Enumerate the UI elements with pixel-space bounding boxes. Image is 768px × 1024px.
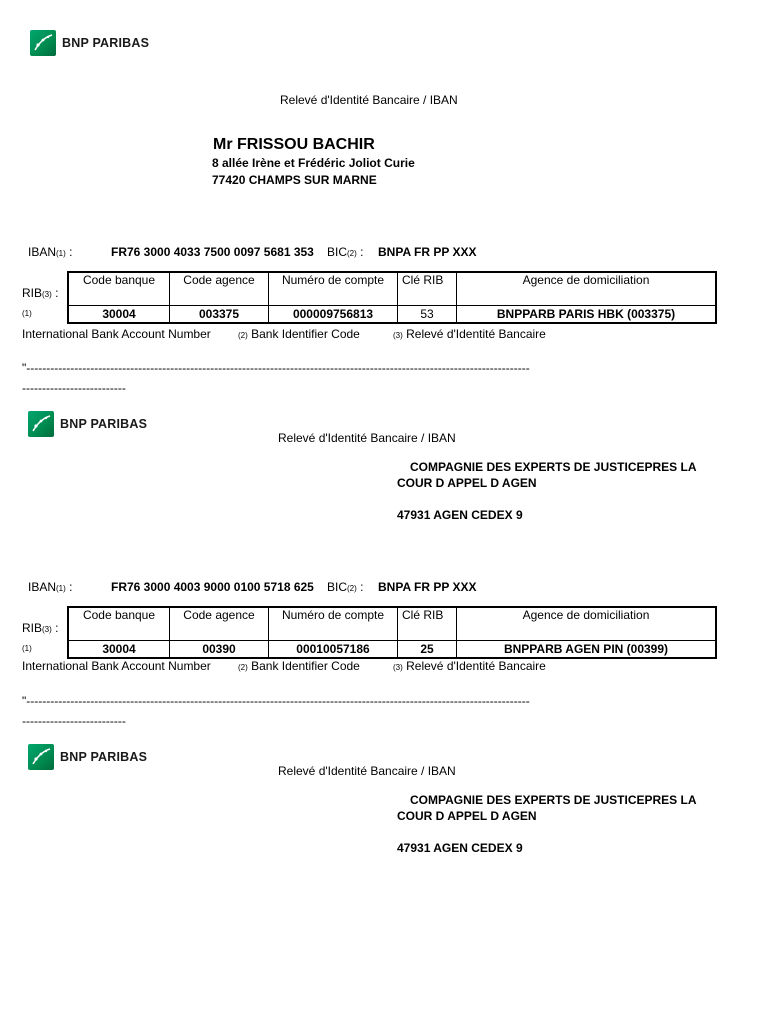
cut-line-tail: --------------------------	[22, 381, 126, 395]
header-code-agence: Code agence	[170, 272, 269, 306]
bnp-paribas-logo	[28, 744, 147, 770]
rib-table-values	[68, 641, 716, 659]
account-holder-name: Mr FRISSOU BACHIR	[213, 136, 375, 153]
address-line-1: 8 allée Irène et Frédéric Joliot Curie	[212, 156, 415, 170]
brand-name: BNP PARIBAS	[60, 417, 148, 431]
recipient-line-1: COMPAGNIE DES EXPERTS DE JUSTICEPRES LA	[410, 460, 697, 474]
rib-table-header	[68, 272, 716, 306]
cut-line-tail: --------------------------	[22, 714, 126, 728]
header-numero-compte: Numéro de compte	[269, 272, 398, 306]
bic-value: BNPA FR PP XXX	[378, 245, 477, 259]
header-agence-domiciliation: Agence de domiciliation	[457, 607, 717, 641]
iban-value: FR76 3000 4003 9000 0100 5718 625	[111, 580, 314, 594]
bnp-stars-icon	[30, 30, 56, 56]
document-title: Relevé d'Identité Bancaire / IBAN	[278, 431, 456, 445]
rib-label: RIB(3) :	[22, 621, 59, 635]
value-agence-domiciliation: BNPPARB PARIS HBK (003375)	[457, 306, 717, 324]
brand-name: BNP PARIBAS	[62, 36, 150, 50]
recipient-line-2: COUR D APPEL D AGEN	[397, 476, 537, 490]
footnote-bic: (2) Bank Identifier Code	[238, 659, 360, 673]
document-title: Relevé d'Identité Bancaire / IBAN	[280, 93, 458, 107]
recipient-line-3: 47931 AGEN CEDEX 9	[397, 841, 523, 855]
value-code-banque: 30004	[68, 306, 170, 324]
rib-table	[67, 271, 717, 324]
value-cle-rib: 53	[398, 306, 457, 324]
bic-label: BIC(2) :	[327, 580, 364, 594]
header-code-banque: Code banque	[68, 607, 170, 641]
recipient-line-3: 47931 AGEN CEDEX 9	[397, 508, 523, 522]
cut-line: "------------------------------------------------------------------------------------------------------------------------------	[22, 361, 530, 375]
footnote-bic: (2) Bank Identifier Code	[238, 327, 360, 341]
recipient-line-1: COMPAGNIE DES EXPERTS DE JUSTICEPRES LA	[410, 793, 697, 807]
rib-table	[67, 606, 717, 659]
row-footnote-marker: (1)	[22, 644, 32, 653]
rib-table-header	[68, 607, 716, 641]
header-code-agence: Code agence	[170, 607, 269, 641]
bnp-stars-icon	[28, 744, 54, 770]
bnp-paribas-logo	[30, 30, 149, 56]
brand-name: BNP PARIBAS	[60, 750, 148, 764]
value-code-banque: 30004	[68, 641, 170, 659]
rib-table-values	[68, 306, 716, 324]
iban-value: FR76 3000 4033 7500 0097 5681 353	[111, 245, 314, 259]
bnp-paribas-logo	[28, 411, 147, 437]
value-numero-compte: 000009756813	[269, 306, 398, 324]
row-footnote-marker: (1)	[22, 309, 32, 318]
value-code-agence: 003375	[170, 306, 269, 324]
cut-line: "------------------------------------------------------------------------------------------------------------------------------	[22, 694, 530, 708]
bic-value: BNPA FR PP XXX	[378, 580, 477, 594]
header-code-banque: Code banque	[68, 272, 170, 306]
recipient-line-2: COUR D APPEL D AGEN	[397, 809, 537, 823]
value-numero-compte: 00010057186	[269, 641, 398, 659]
bnp-stars-icon	[28, 411, 54, 437]
bic-label: BIC(2) :	[327, 245, 364, 259]
value-code-agence: 00390	[170, 641, 269, 659]
header-numero-compte: Numéro de compte	[269, 607, 398, 641]
iban-label: IBAN(1) :	[28, 580, 73, 594]
footnote-iban: International Bank Account Number	[22, 659, 211, 673]
footnote-rib: (3) Relevé d'Identité Bancaire	[393, 659, 546, 673]
header-agence-domiciliation: Agence de domiciliation	[457, 272, 717, 306]
iban-label: IBAN(1) :	[28, 245, 73, 259]
value-agence-domiciliation: BNPPARB AGEN PIN (00399)	[457, 641, 717, 659]
footnote-iban: International Bank Account Number	[22, 327, 211, 341]
footnote-rib: (3) Relevé d'Identité Bancaire	[393, 327, 546, 341]
document-title: Relevé d'Identité Bancaire / IBAN	[278, 764, 456, 778]
header-cle-rib: Clé RIB	[398, 272, 457, 306]
rib-label: RIB(3) :	[22, 286, 59, 300]
address-line-2: 77420 CHAMPS SUR MARNE	[212, 173, 377, 187]
header-cle-rib: Clé RIB	[398, 607, 457, 641]
value-cle-rib: 25	[398, 641, 457, 659]
